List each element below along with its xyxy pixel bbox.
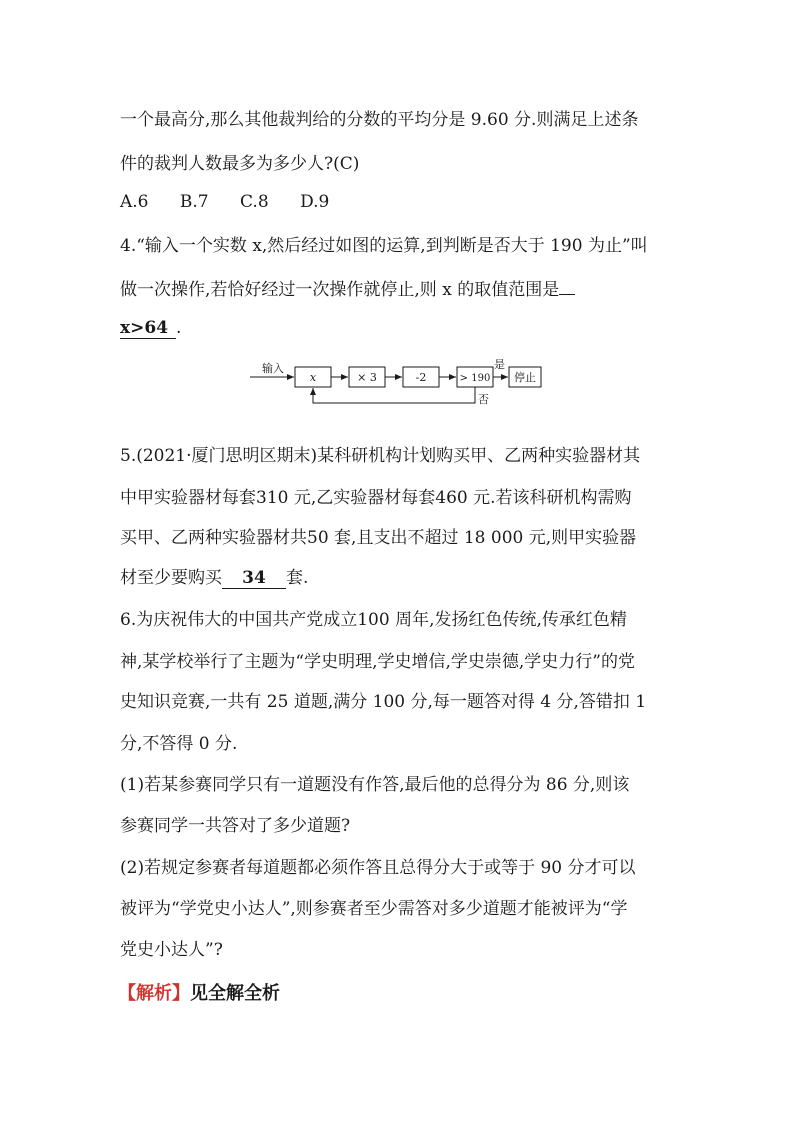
q6-sub2-line-3: 党史小达人”? bbox=[120, 940, 223, 960]
q6-sub1-line-2: 参赛同学一共答对了多少道题? bbox=[120, 816, 351, 836]
q6-text-line-2: 神,某学校举行了主题为“学史明理,学史增信,学史崇德,学史力行”的党 bbox=[120, 652, 635, 672]
analysis-tag: 【解析】 bbox=[118, 983, 190, 1004]
q4-answer: x>64 bbox=[120, 318, 176, 339]
flow-box-x-label: x bbox=[309, 371, 317, 384]
q6-text-line-4: 分,不答得 0 分. bbox=[120, 734, 238, 754]
choice-a: A.6 bbox=[120, 192, 149, 212]
flow-box-subtract-label: -2 bbox=[415, 371, 427, 384]
choice-c: C.8 bbox=[240, 192, 269, 212]
q5-text-end: 套. bbox=[286, 568, 309, 588]
q3-text-line-1: 一个最高分,那么其他裁判给的分数的平均分是 9.60 分.则满足上述条 bbox=[120, 110, 639, 130]
q5-text-line-4 bbox=[120, 566, 308, 590]
choice-b: B.7 bbox=[179, 192, 209, 212]
q5-text-line-1: 5.(2021·厦门思明区期末)某科研机构计划购买甲、乙两种实验器材其 bbox=[120, 446, 641, 466]
analysis-line bbox=[118, 982, 280, 1006]
q6-sub2-line-2: 被评为“学党史小达人”,则参赛者至少需答对多少道题才能被评为“学 bbox=[120, 899, 628, 919]
q6-text-line-3: 史知识竞赛,一共有 25 道题,满分 100 分,每一题答对得 4 分,答错扣 1 bbox=[120, 692, 647, 712]
flow-box-compare-label: > 190 bbox=[459, 373, 491, 384]
flow-input-label: 输入 bbox=[262, 362, 284, 375]
q6-sub2-line-1: (2)若规定参赛者每道题都必须作答且总得分大于或等于 90 分才可以 bbox=[120, 858, 636, 878]
q5-text-line-2: 中甲实验器材每套310 元,乙实验器材每套460 元.若该科研机构需购 bbox=[120, 488, 632, 508]
q6-sub1-line-1: (1)若某参赛同学只有一道题没有作答,最后他的总得分为 86 分,则该 bbox=[120, 775, 630, 795]
q4-blank-start bbox=[559, 276, 575, 295]
q4-text: 做一次操作,若恰好经过一次操作就停止,则 x 的取值范围是 bbox=[120, 280, 560, 300]
q4-text-line-2 bbox=[120, 276, 575, 302]
q5-text: 材至少要购买 bbox=[120, 568, 222, 588]
q5-answer: 34 bbox=[222, 568, 286, 589]
q4-answer-line bbox=[120, 316, 181, 340]
analysis-text: 见全解全析 bbox=[190, 983, 280, 1004]
q3-choices bbox=[120, 190, 355, 214]
q3-text-line-2: 件的裁判人数最多为多少人?(C) bbox=[120, 154, 360, 174]
flowchart bbox=[0, 355, 794, 415]
q6-text-line-1: 6.为庆祝伟大的中国共产党成立100 周年,发扬红色传统,传承红色精 bbox=[120, 610, 627, 630]
q4-text-line-1: 4.“输入一个实数 x,然后经过如图的运算,到判断是否大于 190 为止”叫 bbox=[120, 236, 648, 256]
flow-no-label: 否 bbox=[478, 393, 489, 406]
choice-d: D.9 bbox=[300, 192, 330, 212]
flow-box-multiply-label: × 3 bbox=[357, 371, 377, 384]
q5-text-line-3: 买甲、乙两种实验器材共50 套,且支出不超过 18 000 元,则甲实验器 bbox=[120, 528, 637, 548]
flow-box-stop-label: 停止 bbox=[514, 371, 536, 384]
q4-end-punct: . bbox=[176, 318, 182, 338]
flow-yes-label: 是 bbox=[494, 358, 505, 371]
